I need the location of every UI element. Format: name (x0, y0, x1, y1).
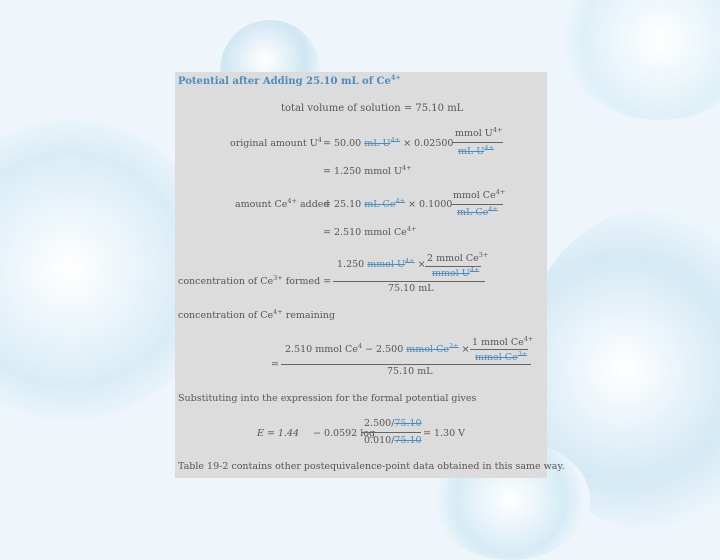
textbook-excerpt (175, 72, 565, 478)
nernst-log: − 0.0592 log (313, 428, 376, 439)
ce-added-result: = 2.510 mmol $Ce^{4+}$ (323, 224, 417, 238)
fraction-bar (333, 281, 485, 282)
ce-added-expression: = 25.10 mL $Ce^{4+} \times 0.1000$ (323, 196, 453, 210)
nernst-denominator: 0.010/75.10 (364, 435, 422, 446)
ce4-numerator: 2.510 mmol Ce$^4$ − 2.500 mmol $Ce^{3+}$ × (285, 341, 470, 355)
ce-fraction-numerator: mmol $Ce^{4+}$ (453, 187, 506, 201)
heading-sup: 4+ (390, 73, 401, 82)
total-volume-line: total volume of solution = 75.10 mL (281, 103, 464, 114)
nernst-numerator: 2.500/75.10 (364, 418, 422, 429)
background-decoration (560, 0, 720, 120)
u-original-label: original amount $U^4$ (230, 135, 322, 149)
heading-text: Potential after Adding 25.10 mL of Ce (178, 76, 391, 87)
ce-added-label: amount $Ce^{4+}$ added (235, 196, 330, 210)
u-fraction-denominator: mL $U^{4+}$ (458, 143, 494, 157)
fraction-bar (453, 142, 503, 143)
ce4-inner-denominator: mmol $Ce^{3+}$ (475, 349, 528, 363)
nernst-result: = 1.30 V (423, 428, 466, 439)
ce3-denominator: 75.10 mL (388, 283, 434, 294)
ce4-remaining-label: concentration of $Ce^{4+}$ remaining (178, 307, 335, 321)
u-original-expression: = 50.00 mL $U^{4+} \times 0.02500$ (323, 135, 454, 149)
section-heading (178, 73, 401, 87)
fraction-bar (281, 364, 531, 365)
fraction-bar (361, 432, 421, 433)
nernst-lhs: E = 1.44 (257, 428, 300, 439)
substituting-text: Substituting into the expression for the formal potential gives (178, 393, 477, 404)
cancelled-unit: mL $Ce^{4+}$ (364, 196, 406, 210)
ce4-denominator: 75.10 mL (387, 366, 433, 377)
ce4-equals: = (271, 359, 279, 370)
cancelled-unit: mmol $U^{4+}$ (367, 256, 415, 270)
cancelled-unit: mmol $Ce^{3+}$ (406, 341, 459, 355)
cancelled-unit: mL $U^{4+}$ (364, 135, 401, 149)
u-fraction-numerator: mmol $U^{4+}$ (455, 125, 503, 139)
ce3-numerator-a: 1.250 mmol $U^{4+}$ × (337, 256, 426, 270)
ce3-inner-numerator: 2 mmol $Ce^{3+}$ (427, 250, 489, 264)
footer-text: Table 19-2 contains other postequivalence-point data obtained in this same way. (178, 461, 565, 472)
ce4-inner-numerator: 1 mmol $Ce^{4+}$ (472, 334, 534, 348)
u-original-result: = 1.250 mmol $U^{4+}$ (323, 163, 412, 177)
ce-fraction-denominator: mL $Ce^{4+}$ (457, 204, 498, 218)
ce3-formed-label: concentration of $Ce^{3+}$ formed = (178, 273, 332, 287)
ce3-inner-denominator: mmol $U^{4+}$ (432, 265, 480, 279)
